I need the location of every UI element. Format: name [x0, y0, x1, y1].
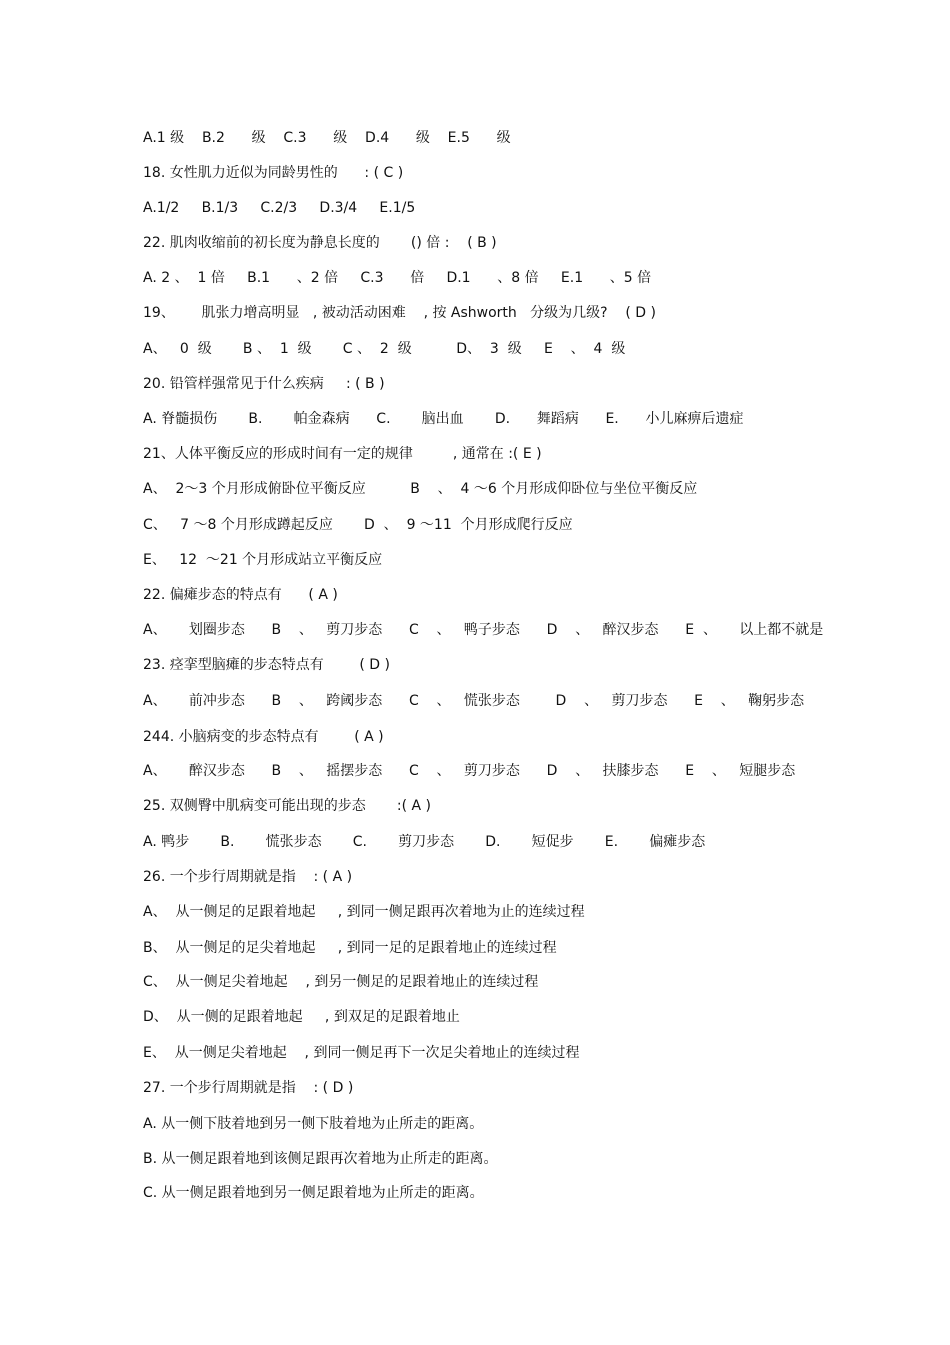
answer-options-line: A、 前冲步态 B 、 跨阈步态 C 、 慌张步态 D 、 剪刀步态 E 、 鞠躬步态 [143, 693, 805, 709]
question-line: 20. 铅管样强常见于什么疾病 : ( B ) [143, 376, 385, 392]
answer-options-line: A. 2 、 1 倍 B.1 、2 倍 C.3 倍 D.1 、8 倍 E.1 、5 倍 [143, 270, 652, 286]
question-line: 26. 一个步行周期就是指 : ( A ) [143, 869, 353, 885]
answer-options-line: A.1 级 B.2 级 C.3 级 D.4 级 E.5 级 [143, 130, 511, 146]
question-line: 19、 肌张力增高明显 , 被动活动困难 , 按 Ashworth 分级为几级? ( D ) [143, 305, 656, 321]
answer-option-line: A、 2～3 个月形成俯卧位平衡反应 B 、 4 ～6 个月形成仰卧位与坐位平衡反应 [143, 481, 698, 497]
answer-option-line: C、 从一侧足尖着地起 , 到另一侧足的足跟着地止的连续过程 [143, 974, 539, 990]
question-line: 22. 肌肉收缩前的初长度为静息长度的 () 倍 : ( B ) [143, 235, 497, 251]
question-line: 23. 痉挛型脑瘫的步态特点有 ( D ) [143, 657, 390, 673]
answer-options-line: A、 0 级 B 、 1 级 C 、 2 级 D、 3 级 E 、 4 级 [143, 341, 626, 357]
answer-options-line: A、 划圈步态 B 、 剪刀步态 C 、 鸭子步态 D 、 醉汉步态 E 、 以上都不就是 [143, 622, 824, 638]
answer-option-line: A. 从一侧下肢着地到另一侧下肢着地为止所走的距离。 [143, 1116, 484, 1132]
answer-option-line: C、 7 ～8 个月形成蹲起反应 D 、 9 ～11 个月形成爬行反应 [143, 517, 573, 533]
answer-option-line: E、 从一侧足尖着地起 , 到同一侧足再下一次足尖着地止的连续过程 [143, 1045, 580, 1061]
question-line: 244. 小脑病变的步态特点有 ( A ) [143, 729, 384, 745]
answer-option-line: C. 从一侧足跟着地到另一侧足跟着地为止所走的距离。 [143, 1185, 484, 1201]
question-line: 22. 偏瘫步态的特点有 ( A ) [143, 587, 338, 603]
answer-option-line: A、 从一侧足的足跟着地起 , 到同一侧足跟再次着地为止的连续过程 [143, 904, 585, 920]
question-line: 27. 一个步行周期就是指 : ( D ) [143, 1080, 354, 1096]
answer-options-line: A. 鸭步 B. 慌张步态 C. 剪刀步态 D. 短促步 E. 偏瘫步态 [143, 834, 706, 850]
answer-option-line: B、 从一侧足的足尖着地起 , 到同一足的足跟着地止的连续过程 [143, 940, 557, 956]
question-line: 18. 女性肌力近似为同龄男性的 : ( C ) [143, 165, 404, 181]
answer-option-line: B. 从一侧足跟着地到该侧足跟再次着地为止所走的距离。 [143, 1151, 498, 1167]
answer-option-line: E、 12 ～21 个月形成站立平衡反应 [143, 552, 383, 568]
question-line: 21、人体平衡反应的形成时间有一定的规律 , 通常在 :( E ) [143, 446, 542, 462]
answer-options-line: A.1/2 B.1/3 C.2/3 D.3/4 E.1/5 [143, 200, 416, 216]
answer-options-line: A. 脊髓损伤 B. 帕金森病 C. 脑出血 D. 舞蹈病 E. 小儿麻痹后遗症 [143, 411, 744, 427]
question-line: 25. 双侧臀中肌病变可能出现的步态 :( A ) [143, 798, 431, 814]
answer-options-line: A、 醉汉步态 B 、 摇摆步态 C 、 剪刀步态 D 、 扶膝步态 E 、 短腿步态 [143, 763, 796, 779]
answer-option-line: D、 从一侧的足跟着地起 , 到双足的足跟着地止 [143, 1009, 460, 1025]
